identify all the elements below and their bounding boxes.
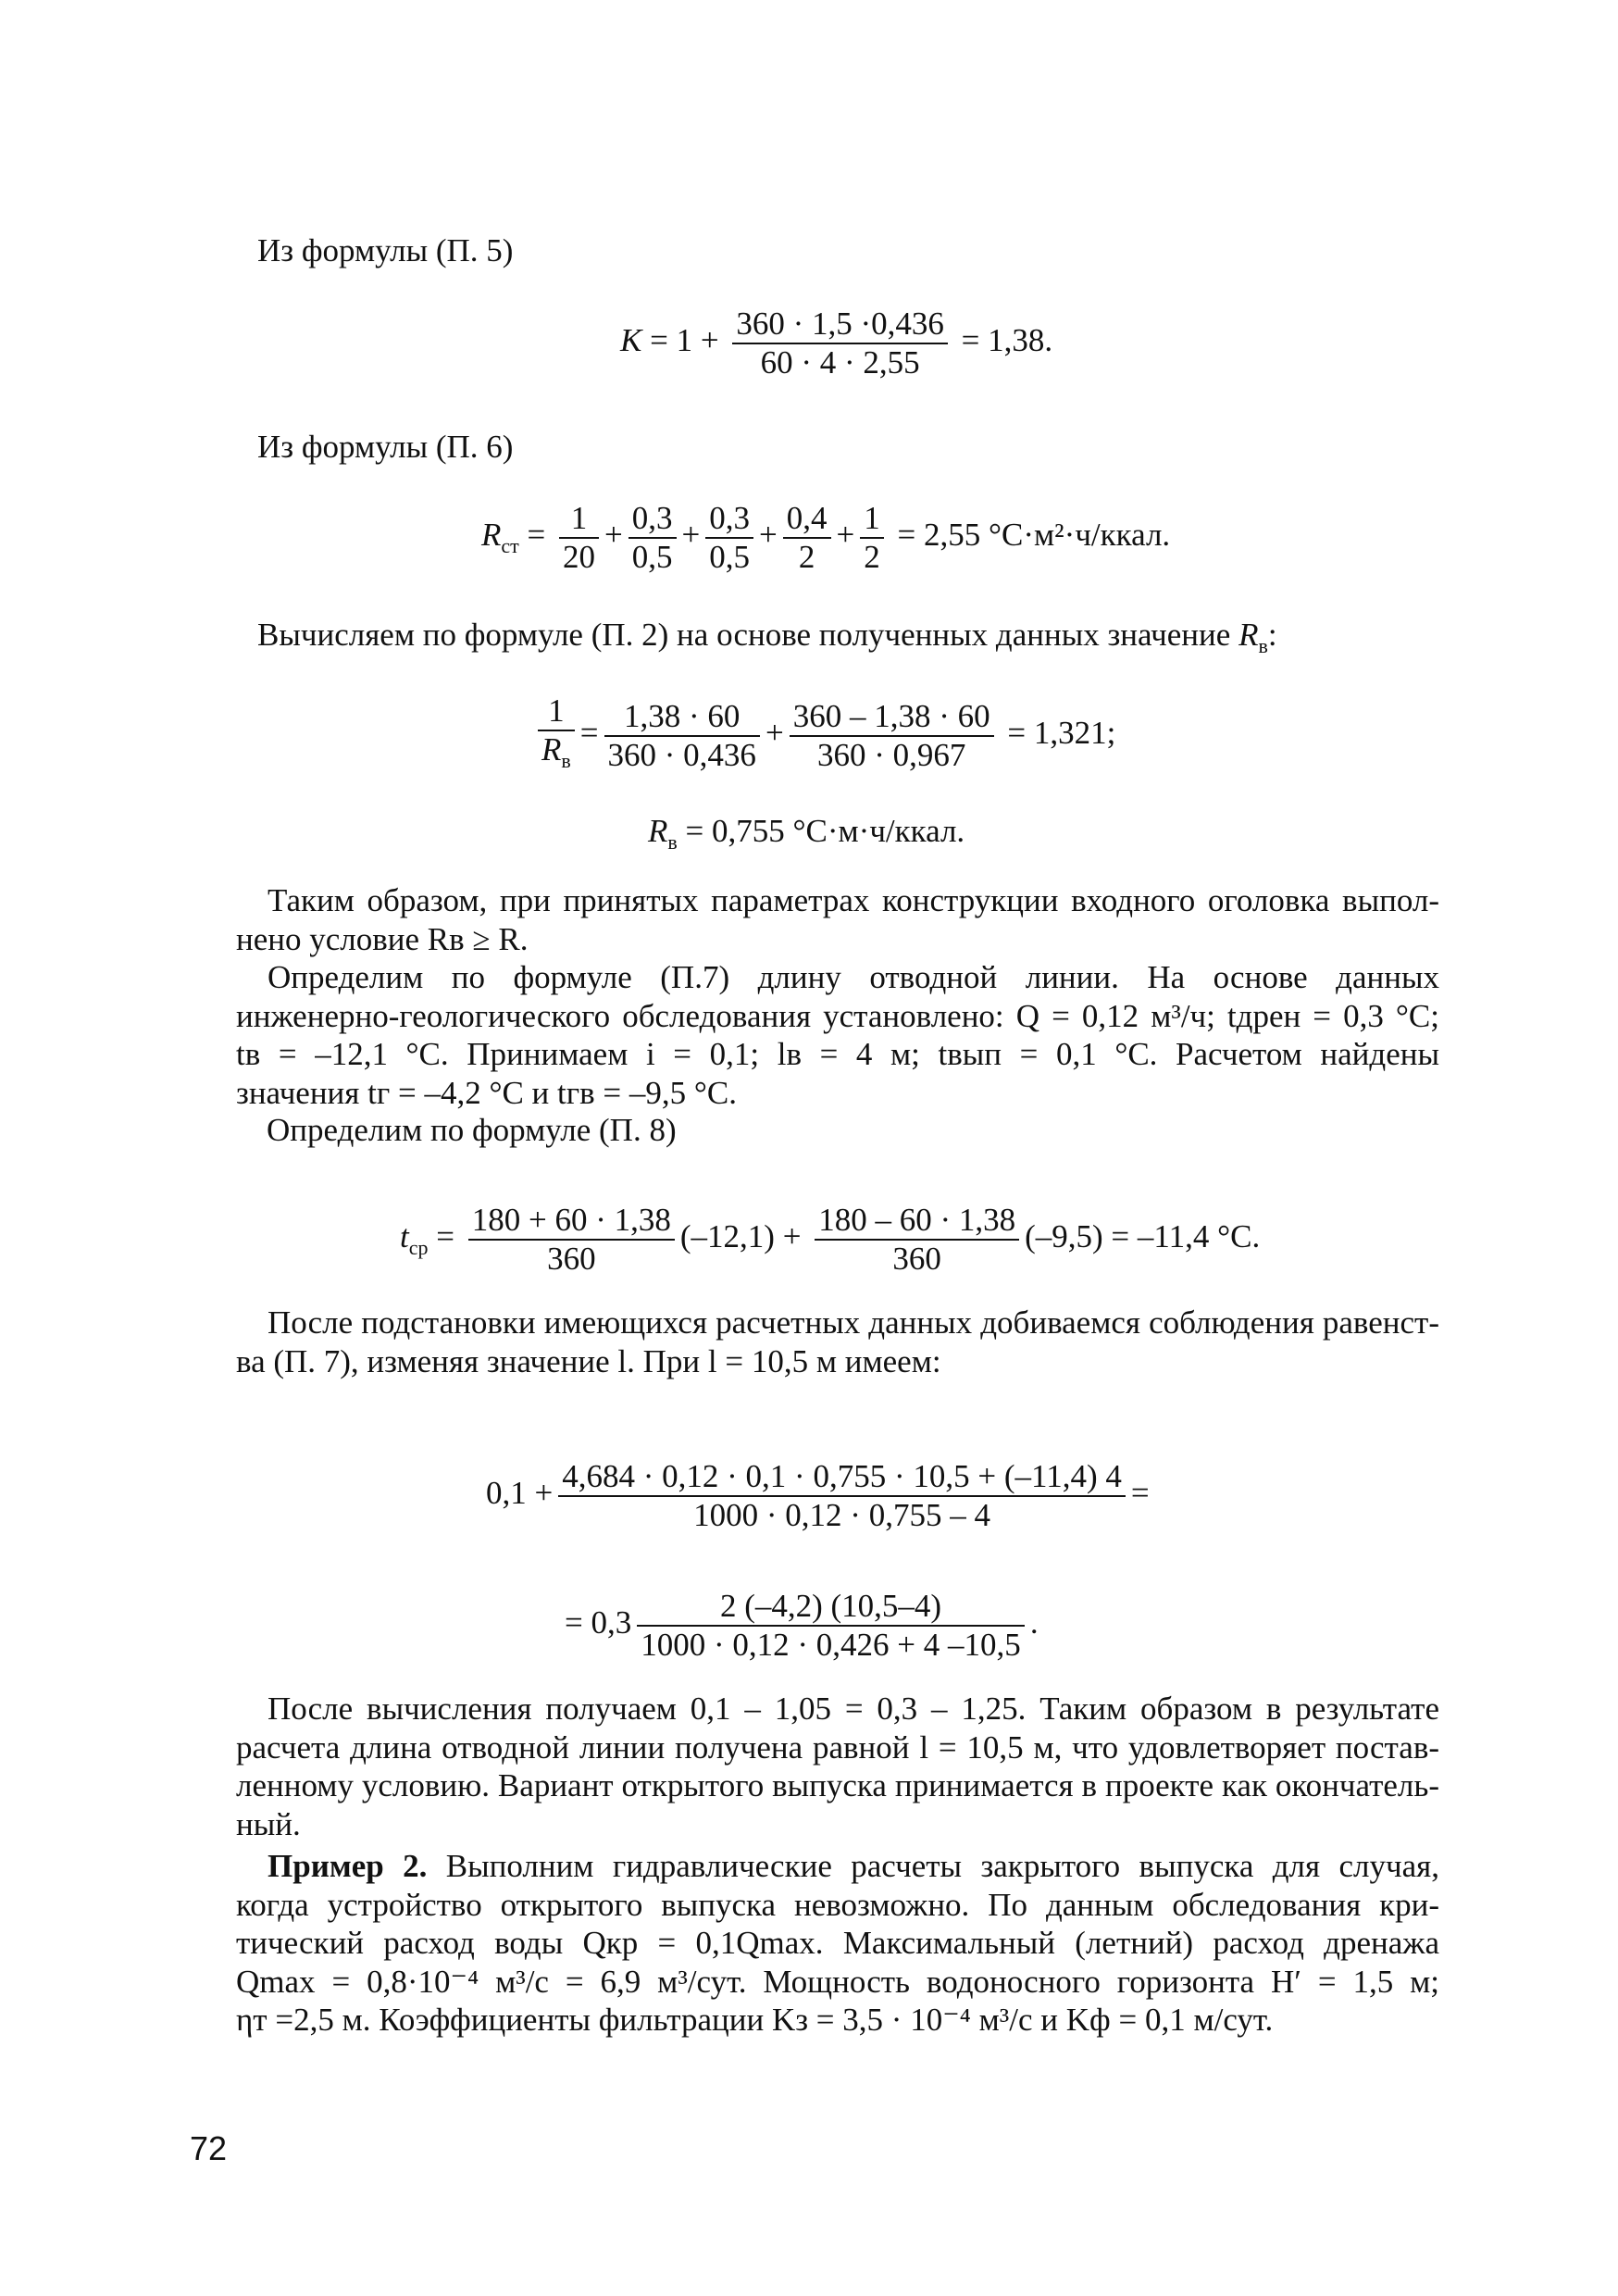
formula-rst-term <box>860 500 884 576</box>
formula-balance-right-num: 2 (–4,2) (10,5–4) <box>719 1588 942 1624</box>
formula-balance-right-den: 1000 · 0,12 · 0,426 + 4 –10,5 <box>637 1625 1025 1664</box>
formula-rv-value-symbol: R <box>648 813 668 849</box>
formula-balance-right <box>565 1588 1039 1664</box>
formula-balance-right-fraction <box>637 1588 1025 1664</box>
paragraph-line: расчета длина отводной линии получена равной l = 10,5 м, что удовлетворяет постав- <box>236 1728 1439 1766</box>
formula-balance-right-end: . <box>1029 1604 1039 1641</box>
formula-rst-term <box>629 500 677 576</box>
formula-rv-value <box>648 815 965 853</box>
formula-rst: $R_{ст}$ = $\frac{1}{20}$ + $\frac{0,3}{0,5}$ + $\frac{0,3}{0,5}$ + $\frac{0,4}{2}$ + $\frac{1}{2}$ = 2,55 °С·м²·ч/ккал. <box>481 500 1171 575</box>
term-denominator: 0,5 <box>629 537 677 576</box>
term-denominator: 0,5 <box>705 537 753 576</box>
paragraph-result <box>236 1690 1439 1843</box>
formula-rv-lhs-symbol: R <box>541 731 562 767</box>
example-text: Выполним гидравлические расчеты закрытого выпуска для случая, <box>445 1848 1440 1884</box>
formula-k-lhs: K <box>620 322 642 359</box>
formula-rv-result: = 1,321; <box>999 715 1116 752</box>
paragraph-line <box>236 1847 1439 1886</box>
paragraph-line: ηт =2,5 м. Коэффициенты фильтрации Kз = 3,5 · 10⁻⁴ м³/с и Kф = 0,1 м/сут. <box>236 2002 1274 2038</box>
formula-rv-term1-den: 360 · 0,436 <box>604 735 760 774</box>
paragraph-line: Qmax = 0,8·10⁻⁴ м³/с = 6,9 м³/сут. Мощность водоносного горизонта H′ = 1,5 м; <box>236 1963 1439 2000</box>
formula-rv-term2-num: 360 – 1,38 · 60 <box>792 698 990 734</box>
paragraph-line: После вычисления получаем 0,1 – 1,05 = 0,3 – 1,25. Таким образом в результате <box>268 1691 1439 1727</box>
formula-balance-right-prefix: = 0,3 <box>565 1604 632 1641</box>
paragraph-example-2 <box>236 1847 1439 2040</box>
formula-rv-lhs-denominator <box>538 730 575 780</box>
formula-balance-left <box>486 1458 1150 1534</box>
term-denominator: 20 <box>559 537 599 576</box>
formula-tsr-term1-num: 180 + 60 · 1,38 <box>471 1202 671 1238</box>
formula-tsr: $t_{ср}$ = $\frac{180 + 60 \cdot 1,38}{360}$ (–12,1) + $\frac{180 - 60 \cdot 1,38}{360}$ (–9,5) = –11,4 °С. <box>400 1202 1261 1277</box>
formula-tsr-term2-factor: (–9,5) = –11,4 °С. <box>1025 1218 1261 1255</box>
formula-k <box>620 306 1052 381</box>
formula-rv-lhs-fraction <box>538 693 575 780</box>
formula-tsr-term1 <box>468 1202 675 1278</box>
formula-balance-left-eq: = <box>1130 1475 1150 1512</box>
formula-rv-lhs-sub: в <box>561 749 571 772</box>
formula-rv-term1-num: 1,38 · 60 <box>624 698 741 734</box>
term-numerator: 1 <box>864 500 880 536</box>
formula-tsr-term1-den: 360 <box>468 1239 675 1278</box>
formula-rst-term <box>559 500 599 576</box>
formula-rst-term <box>705 500 753 576</box>
formula-rv-value-result: = 0,755 °С·м·ч/ккал. <box>677 813 965 849</box>
formula-rv-inverse: $\frac{1}{R_в}$ = $\frac{1,38 \cdot 60}{360 \cdot 0,436}$ + $\frac{360 - 1,38 \cdot 60}{360 \cdot 0,967}$ = 1,321; <box>532 693 1115 780</box>
intro-text-p6: Из формулы (П. 6) <box>257 429 514 465</box>
paragraph-line: нено условие Rв ≥ R. <box>236 920 529 957</box>
formula-rv-term1 <box>604 698 760 774</box>
term-numerator: 0,4 <box>786 500 828 536</box>
formula-tsr-term2-den: 360 <box>815 1239 1019 1278</box>
paragraph-line: ва (П. 7), изменяя значение l. При l = 10,5 м имеем: <box>236 1342 941 1379</box>
paragraph-substitution <box>236 1304 1439 1380</box>
formula-k-eq: = 1 + <box>641 322 728 359</box>
term-numerator: 1 <box>570 500 588 536</box>
paragraph-line: ный. <box>236 1805 301 1842</box>
formula-tsr-term2 <box>815 1202 1019 1278</box>
term-numerator: 0,3 <box>631 500 673 536</box>
formula-rst-result: = 2,55 °С·м²·ч/ккал. <box>889 517 1171 554</box>
term-numerator: 0,3 <box>709 500 751 536</box>
paragraph-drain-line <box>236 958 1439 1112</box>
formula-tsr-term2-num: 180 – 60 · 1,38 <box>818 1202 1016 1238</box>
term-denominator: 2 <box>860 537 884 576</box>
paragraph-line: когда устройство открытого выпуска невозможно. По данным обследования кри- <box>236 1886 1439 1923</box>
formula-tsr-sub: ср <box>408 1236 429 1260</box>
intro-text-p2: Вычисляем по формуле (П. 2) на основе полученных данных значение $R_в$: <box>257 617 1277 657</box>
formula-rv-lhs-numerator: 1 <box>548 693 565 729</box>
paragraph-conclusion-1 <box>236 881 1439 958</box>
paragraph-line: tв = –12,1 °С. Принимаем i = 0,1; lв = 4 м; tвып = 0,1 °С. Расчетом найдены <box>236 1036 1439 1072</box>
formula-k-denominator: 60 · 4 · 2,55 <box>732 343 948 381</box>
formula-k-result: = 1,38. <box>952 322 1053 359</box>
paragraph-line: Определим по формуле (П.7) длину отводной линии. На основе данных <box>268 959 1439 995</box>
intro-text-p5: Из формулы (П. 5) <box>257 232 514 268</box>
formula-tsr-term1-factor: (–12,1) + <box>679 1218 802 1255</box>
intro-text-p8: Определим по формуле (П. 8) <box>267 1112 677 1148</box>
formula-tsr-symbol: t <box>400 1218 409 1255</box>
formula-balance-left-num: 4,684 · 0,12 · 0,1 · 0,755 · 10,5 + (–11,4) 4 <box>562 1458 1122 1494</box>
formula-rst-lhs: R <box>481 517 502 554</box>
paragraph-line: значения tг = –4,2 °С и tгв = –9,5 °С. <box>236 1074 737 1111</box>
formula-rst-term <box>783 500 831 576</box>
formula-k-fraction <box>732 306 948 381</box>
paragraph-line: тический расход воды Qкр = 0,1Qmax. Максимальный (летний) расход дренажа <box>236 1925 1439 1961</box>
formula-rv-value-sub: в <box>667 830 678 854</box>
paragraph-line: инженерно-геологического обследования установлено: Q = 0,12 м³/ч; tдрен = 0,3 °С; <box>236 997 1439 1034</box>
paragraph-line: Таким образом, при принятых параметрах конструкции входного оголовка выпол- <box>268 882 1439 918</box>
formula-balance-left-fraction <box>558 1458 1126 1534</box>
page-number: 72 <box>190 2129 228 2167</box>
formula-balance-left-prefix: 0,1 + <box>486 1475 554 1512</box>
formula-rv-term2-den: 360 · 0,967 <box>790 735 994 774</box>
paragraph-line: ленному условию. Вариант открытого выпуска принимается в проекте как окончатель- <box>236 1767 1439 1803</box>
formula-k-numerator: 360 · 1,5 ·0,436 <box>736 306 944 342</box>
paragraph-line: После подстановки имеющихся расчетных данных добиваемся соблюдения равенст- <box>268 1304 1439 1341</box>
example-heading: Пример 2. <box>268 1848 428 1884</box>
formula-balance-left-den: 1000 · 0,12 · 0,755 – 4 <box>558 1495 1126 1534</box>
term-denominator: 2 <box>783 537 831 576</box>
formula-rv-term2 <box>790 698 994 774</box>
formula-rst-lhs-sub: ст <box>501 534 519 558</box>
intro-text-p2-body: Вычисляем по формуле (П. 2) на основе полученных данных значение <box>257 617 1231 653</box>
